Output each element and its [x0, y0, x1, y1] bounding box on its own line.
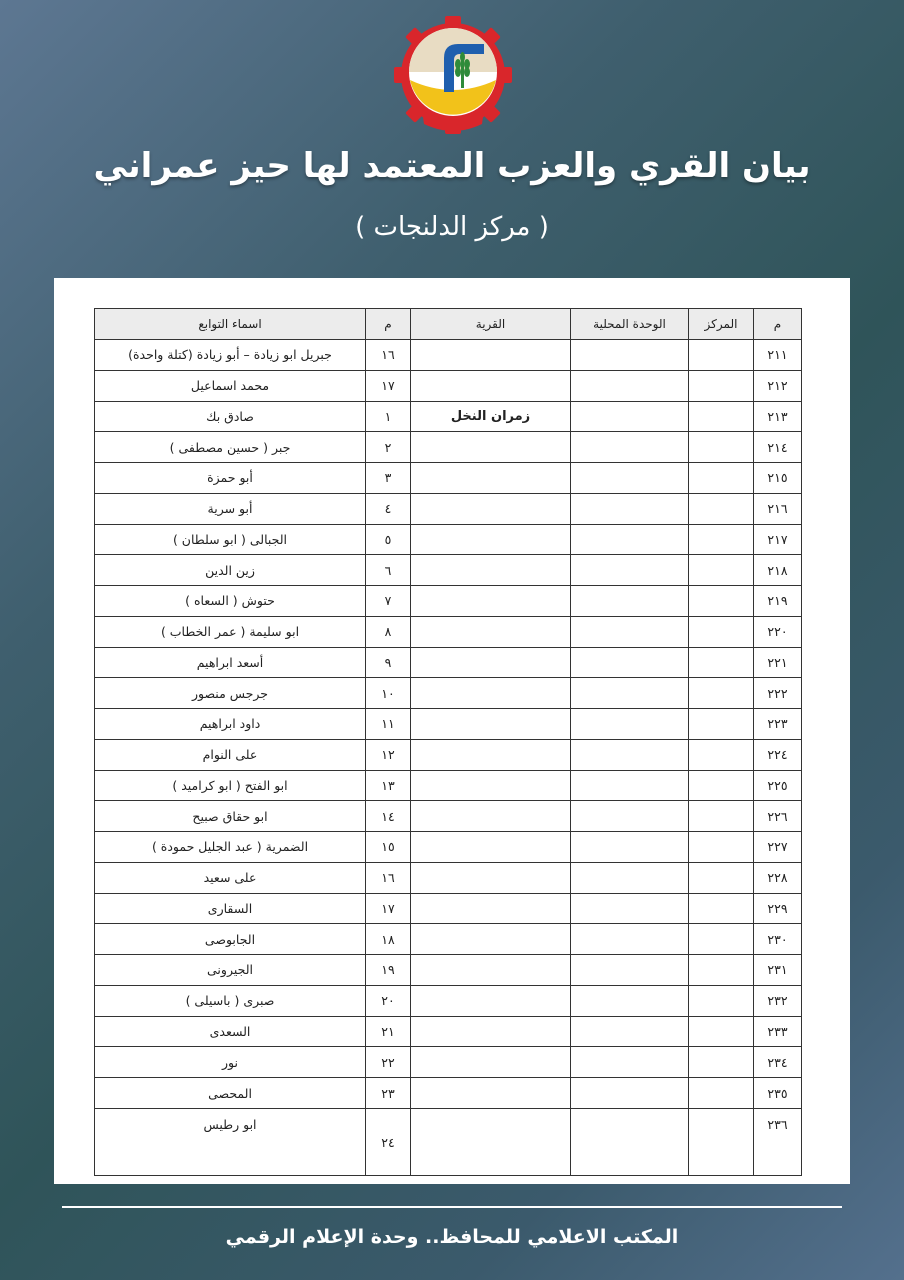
- cell-m2: ١: [366, 401, 411, 432]
- table-row: [95, 1109, 802, 1176]
- cell-local-unit: [571, 924, 689, 955]
- cell-village: [411, 524, 571, 555]
- table-row: [95, 616, 802, 647]
- cell-m2: ١٠: [366, 678, 411, 709]
- cell-markaz: [689, 524, 754, 555]
- cell-m2: ١٨: [366, 924, 411, 955]
- cell-m2: ٣: [366, 463, 411, 494]
- cell-m: ٢٢٥: [754, 770, 802, 801]
- cell-affiliate-name: جبريل ابو زيادة – أبو زيادة (كتلة واحدة): [95, 340, 366, 371]
- cell-affiliate-name: صبرى ( باسيلى ): [95, 985, 366, 1016]
- cell-village: [411, 709, 571, 740]
- table-row: [95, 985, 802, 1016]
- cell-affiliate-name: نور: [95, 1047, 366, 1078]
- cell-m: ٢٢٦: [754, 801, 802, 832]
- table-row: [95, 955, 802, 986]
- header-affiliates: اسماء التوابع: [95, 309, 366, 340]
- cell-local-unit: [571, 555, 689, 586]
- cell-m: ٢٢٤: [754, 739, 802, 770]
- table-header-row: [95, 309, 802, 340]
- cell-village: [411, 586, 571, 617]
- cell-markaz: [689, 955, 754, 986]
- cell-local-unit: [571, 463, 689, 494]
- table-row: [95, 770, 802, 801]
- cell-m: ٢٢١: [754, 647, 802, 678]
- table-row: [95, 1078, 802, 1109]
- cell-markaz: [689, 801, 754, 832]
- table-row: [95, 832, 802, 863]
- cell-village: [411, 801, 571, 832]
- cell-m: ٢٣٦: [754, 1109, 802, 1176]
- cell-affiliate-name: على سعيد: [95, 862, 366, 893]
- cell-markaz: [689, 862, 754, 893]
- cell-m: ٢١١: [754, 340, 802, 371]
- cell-village: [411, 1109, 571, 1176]
- cell-m: ٢١٨: [754, 555, 802, 586]
- cell-affiliate-name: محمد اسماعيل: [95, 370, 366, 401]
- cell-m2: ٢١: [366, 1016, 411, 1047]
- cell-affiliate-name: أبو حمزة: [95, 463, 366, 494]
- cell-m2: ٦: [366, 555, 411, 586]
- cell-village: [411, 463, 571, 494]
- cell-m2: ١٤: [366, 801, 411, 832]
- cell-affiliate-name: جبر ( حسين مصطفى ): [95, 432, 366, 463]
- cell-affiliate-name: ابو سليمة ( عمر الخطاب ): [95, 616, 366, 647]
- cell-markaz: [689, 709, 754, 740]
- page-title: بيان القري والعزب المعتمد لها حيز عمراني: [93, 146, 811, 186]
- cell-m2: ٢٠: [366, 985, 411, 1016]
- cell-affiliate-name: على النوام: [95, 739, 366, 770]
- cell-local-unit: [571, 340, 689, 371]
- cell-m2: ١٦: [366, 862, 411, 893]
- table-row: [95, 678, 802, 709]
- table-row: [95, 493, 802, 524]
- cell-village: [411, 924, 571, 955]
- cell-markaz: [689, 770, 754, 801]
- table-row: [95, 647, 802, 678]
- cell-markaz: [689, 647, 754, 678]
- cell-m: ٢٢٩: [754, 893, 802, 924]
- cell-local-unit: [571, 1109, 689, 1176]
- table-row: [95, 370, 802, 401]
- cell-local-unit: [571, 862, 689, 893]
- table-body: [95, 340, 802, 1176]
- cell-m: ٢٣٢: [754, 985, 802, 1016]
- cell-village: زمران النخل: [411, 401, 571, 432]
- cell-local-unit: [571, 739, 689, 770]
- cell-local-unit: [571, 616, 689, 647]
- cell-markaz: [689, 370, 754, 401]
- cell-m2: ٩: [366, 647, 411, 678]
- cell-affiliate-name: الجابوصى: [95, 924, 366, 955]
- cell-markaz: [689, 924, 754, 955]
- cell-m2: ٢٢: [366, 1047, 411, 1078]
- governorate-logo: [392, 14, 514, 136]
- cell-local-unit: [571, 709, 689, 740]
- page-subtitle: ( مركز الدلنجات ): [355, 212, 549, 242]
- cell-m: ٢٢٠: [754, 616, 802, 647]
- cell-local-unit: [571, 985, 689, 1016]
- cell-markaz: [689, 1016, 754, 1047]
- cell-markaz: [689, 678, 754, 709]
- table-row: [95, 555, 802, 586]
- table-row: [95, 924, 802, 955]
- header-m2: م: [366, 309, 411, 340]
- cell-m2: ٨: [366, 616, 411, 647]
- cell-local-unit: [571, 401, 689, 432]
- cell-local-unit: [571, 1078, 689, 1109]
- cell-m: ٢٣١: [754, 955, 802, 986]
- cell-affiliate-name: داود ابراهيم: [95, 709, 366, 740]
- cell-m2: ١١: [366, 709, 411, 740]
- cell-markaz: [689, 555, 754, 586]
- cell-m2: ١٧: [366, 370, 411, 401]
- cell-village: [411, 616, 571, 647]
- table-row: [95, 1016, 802, 1047]
- cell-m: ٢١٦: [754, 493, 802, 524]
- cell-markaz: [689, 340, 754, 371]
- cell-markaz: [689, 1047, 754, 1078]
- cell-m: ٢٢٢: [754, 678, 802, 709]
- cell-affiliate-name: زين الدين: [95, 555, 366, 586]
- cell-m: ٢٣٠: [754, 924, 802, 955]
- cell-affiliate-name: حتوش ( السعاه ): [95, 586, 366, 617]
- cell-local-unit: [571, 893, 689, 924]
- table-row: [95, 709, 802, 740]
- cell-village: [411, 370, 571, 401]
- table-row: [95, 340, 802, 371]
- cell-markaz: [689, 1109, 754, 1176]
- cell-m2: ٧: [366, 586, 411, 617]
- cell-local-unit: [571, 370, 689, 401]
- cell-village: [411, 1047, 571, 1078]
- cell-village: [411, 678, 571, 709]
- table-row: [95, 432, 802, 463]
- cell-affiliate-name: ابو رطيس: [95, 1109, 366, 1176]
- cell-village: [411, 1016, 571, 1047]
- footer-credit: المكتب الاعلامي للمحافظ.. وحدة الإعلام الرقمي: [225, 1226, 679, 1248]
- cell-local-unit: [571, 586, 689, 617]
- cell-village: [411, 1078, 571, 1109]
- cell-village: [411, 432, 571, 463]
- cell-local-unit: [571, 832, 689, 863]
- cell-m: ٢١٧: [754, 524, 802, 555]
- cell-village: [411, 555, 571, 586]
- cell-local-unit: [571, 801, 689, 832]
- cell-markaz: [689, 739, 754, 770]
- cell-m: ٢٣٣: [754, 1016, 802, 1047]
- cell-village: [411, 340, 571, 371]
- cell-m: ٢١٩: [754, 586, 802, 617]
- cell-affiliate-name: السقارى: [95, 893, 366, 924]
- cell-affiliate-name: السعدى: [95, 1016, 366, 1047]
- cell-affiliate-name: أسعد ابراهيم: [95, 647, 366, 678]
- cell-m2: ١٣: [366, 770, 411, 801]
- cell-local-unit: [571, 524, 689, 555]
- table-row: [95, 401, 802, 432]
- cell-local-unit: [571, 955, 689, 986]
- cell-affiliate-name: المحصى: [95, 1078, 366, 1109]
- cell-village: [411, 647, 571, 678]
- table-row: [95, 463, 802, 494]
- cell-local-unit: [571, 432, 689, 463]
- table-row: [95, 893, 802, 924]
- document-sheet: [54, 278, 850, 1184]
- cell-local-unit: [571, 493, 689, 524]
- cell-affiliate-name: ابو حقاق صبيح: [95, 801, 366, 832]
- table-row: [95, 586, 802, 617]
- cell-village: [411, 985, 571, 1016]
- cell-m2: ١٩: [366, 955, 411, 986]
- cell-markaz: [689, 586, 754, 617]
- cell-village: [411, 893, 571, 924]
- cell-affiliate-name: جرجس منصور: [95, 678, 366, 709]
- header-village: القرية: [411, 309, 571, 340]
- cell-m2: ٢٤: [366, 1109, 411, 1176]
- header-markaz: المركز: [689, 309, 754, 340]
- table-row: [95, 801, 802, 832]
- table-row: [95, 1047, 802, 1078]
- cell-m2: ٤: [366, 493, 411, 524]
- header-local-unit: الوحدة المحلية: [571, 309, 689, 340]
- cell-m2: ٢٣: [366, 1078, 411, 1109]
- cell-m2: ١٧: [366, 893, 411, 924]
- cell-m2: ١٢: [366, 739, 411, 770]
- villages-table: [94, 308, 802, 1176]
- cell-markaz: [689, 616, 754, 647]
- cell-markaz: [689, 401, 754, 432]
- table-row: [95, 862, 802, 893]
- cell-m: ٢٣٤: [754, 1047, 802, 1078]
- cell-affiliate-name: ابو الفتح ( ابو كراميد ): [95, 770, 366, 801]
- header-m: م: [754, 309, 802, 340]
- cell-m: ٢١٣: [754, 401, 802, 432]
- cell-m: ٢٢٣: [754, 709, 802, 740]
- cell-village: [411, 955, 571, 986]
- cell-village: [411, 862, 571, 893]
- cell-local-unit: [571, 647, 689, 678]
- cell-m: ٢٢٧: [754, 832, 802, 863]
- footer-divider: [62, 1206, 842, 1208]
- cell-affiliate-name: الجيرونى: [95, 955, 366, 986]
- cell-affiliate-name: الجبالى ( ابو سلطان ): [95, 524, 366, 555]
- cell-m: ٢٢٨: [754, 862, 802, 893]
- cell-village: [411, 832, 571, 863]
- table-row: [95, 739, 802, 770]
- governorate-emblem-icon: [392, 14, 514, 136]
- cell-markaz: [689, 985, 754, 1016]
- cell-markaz: [689, 493, 754, 524]
- cell-m: ٢١٥: [754, 463, 802, 494]
- cell-markaz: [689, 893, 754, 924]
- cell-local-unit: [571, 1016, 689, 1047]
- table-row: [95, 524, 802, 555]
- cell-affiliate-name: أبو سرية: [95, 493, 366, 524]
- cell-m: ٢١٢: [754, 370, 802, 401]
- cell-local-unit: [571, 678, 689, 709]
- cell-m2: ١٥: [366, 832, 411, 863]
- cell-local-unit: [571, 1047, 689, 1078]
- cell-m: ٢١٤: [754, 432, 802, 463]
- cell-markaz: [689, 832, 754, 863]
- cell-markaz: [689, 432, 754, 463]
- cell-affiliate-name: صادق بك: [95, 401, 366, 432]
- cell-markaz: [689, 1078, 754, 1109]
- cell-markaz: [689, 463, 754, 494]
- cell-village: [411, 739, 571, 770]
- cell-village: [411, 493, 571, 524]
- cell-village: [411, 770, 571, 801]
- cell-m: ٢٣٥: [754, 1078, 802, 1109]
- cell-m2: ١٦: [366, 340, 411, 371]
- cell-m2: ٢: [366, 432, 411, 463]
- cell-local-unit: [571, 770, 689, 801]
- cell-affiliate-name: الضمرية ( عبد الجليل حمودة ): [95, 832, 366, 863]
- cell-m2: ٥: [366, 524, 411, 555]
